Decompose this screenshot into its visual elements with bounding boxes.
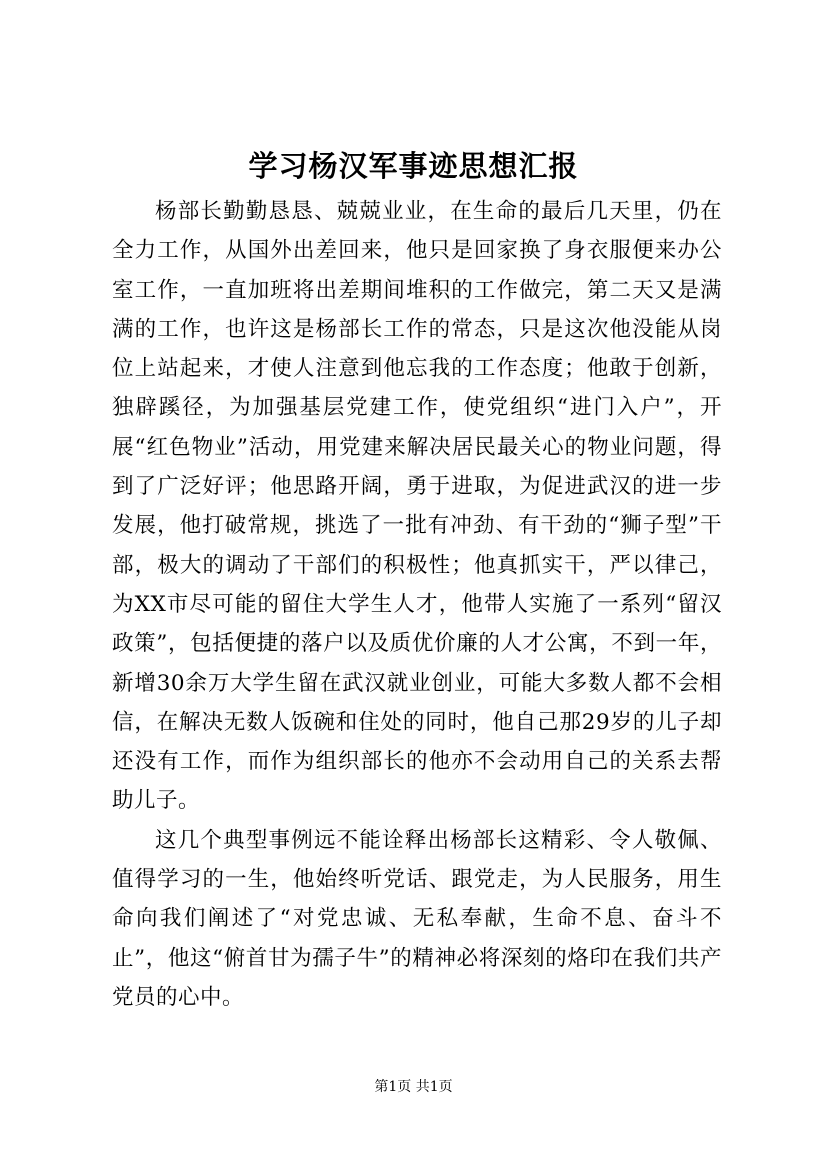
paragraph-1: 杨部长勤勤恳恳、兢兢业业，在生命的最后几天里，仍在全力工作，从国外出差回来，他只是回家换了身衣服便来办公室工作，一直加班将出差期间堆积的工作做完，第二天又是满满的工作，也许这是杨部长工作的常态，只是这次他没能从岗位上站起来，才使人注意到他忘我的工作态度；他敢于创新，独辟蹊径，为加强基层党建工作，使党组织“进门入户”，开展“红色物业”活动，用党建来解决居民最关心的物业问题，得到了广泛好评；他思路开阔，勇于进取，为促进武汉的进一步发展，他打破常规，挑选了一批有冲劲、有干劲的“狮子型”干部，极大的调动了干部们的积极性；他真抓实干，严以律己，为XX市尽可能的留住大学生人才，他带人实施了一系列“留汉政策”，包括便捷的落户以及质优价廉的人才公寓，不到一年，新增30余万大学生留在武汉就业创业，可能大多数人都不会相信，在解决无数人饭碗和住处的同时，他自己那29岁的儿子却还没有工作，而作为组织部长的他亦不会动用自己的关系去帮助儿子。 xyxy=(112,199,722,814)
document-title: 学习杨汉军事迹思想汇报 xyxy=(248,149,579,183)
paragraph-2: 这几个典型事例远不能诠释出杨部长这精彩、令人敬佩、值得学习的一生，他始终听党话、跟党走，为人民服务，用生命向我们阐述了“对党忠诚、无私奉献，生命不息、奋斗不止”，他这“俯首甘为孺子牛”的精神必将深刻的烙印在我们共产党员的心中。 xyxy=(112,827,722,1010)
page-footer: 第1页 共1页 xyxy=(374,1079,453,1095)
document-body xyxy=(112,192,722,1017)
